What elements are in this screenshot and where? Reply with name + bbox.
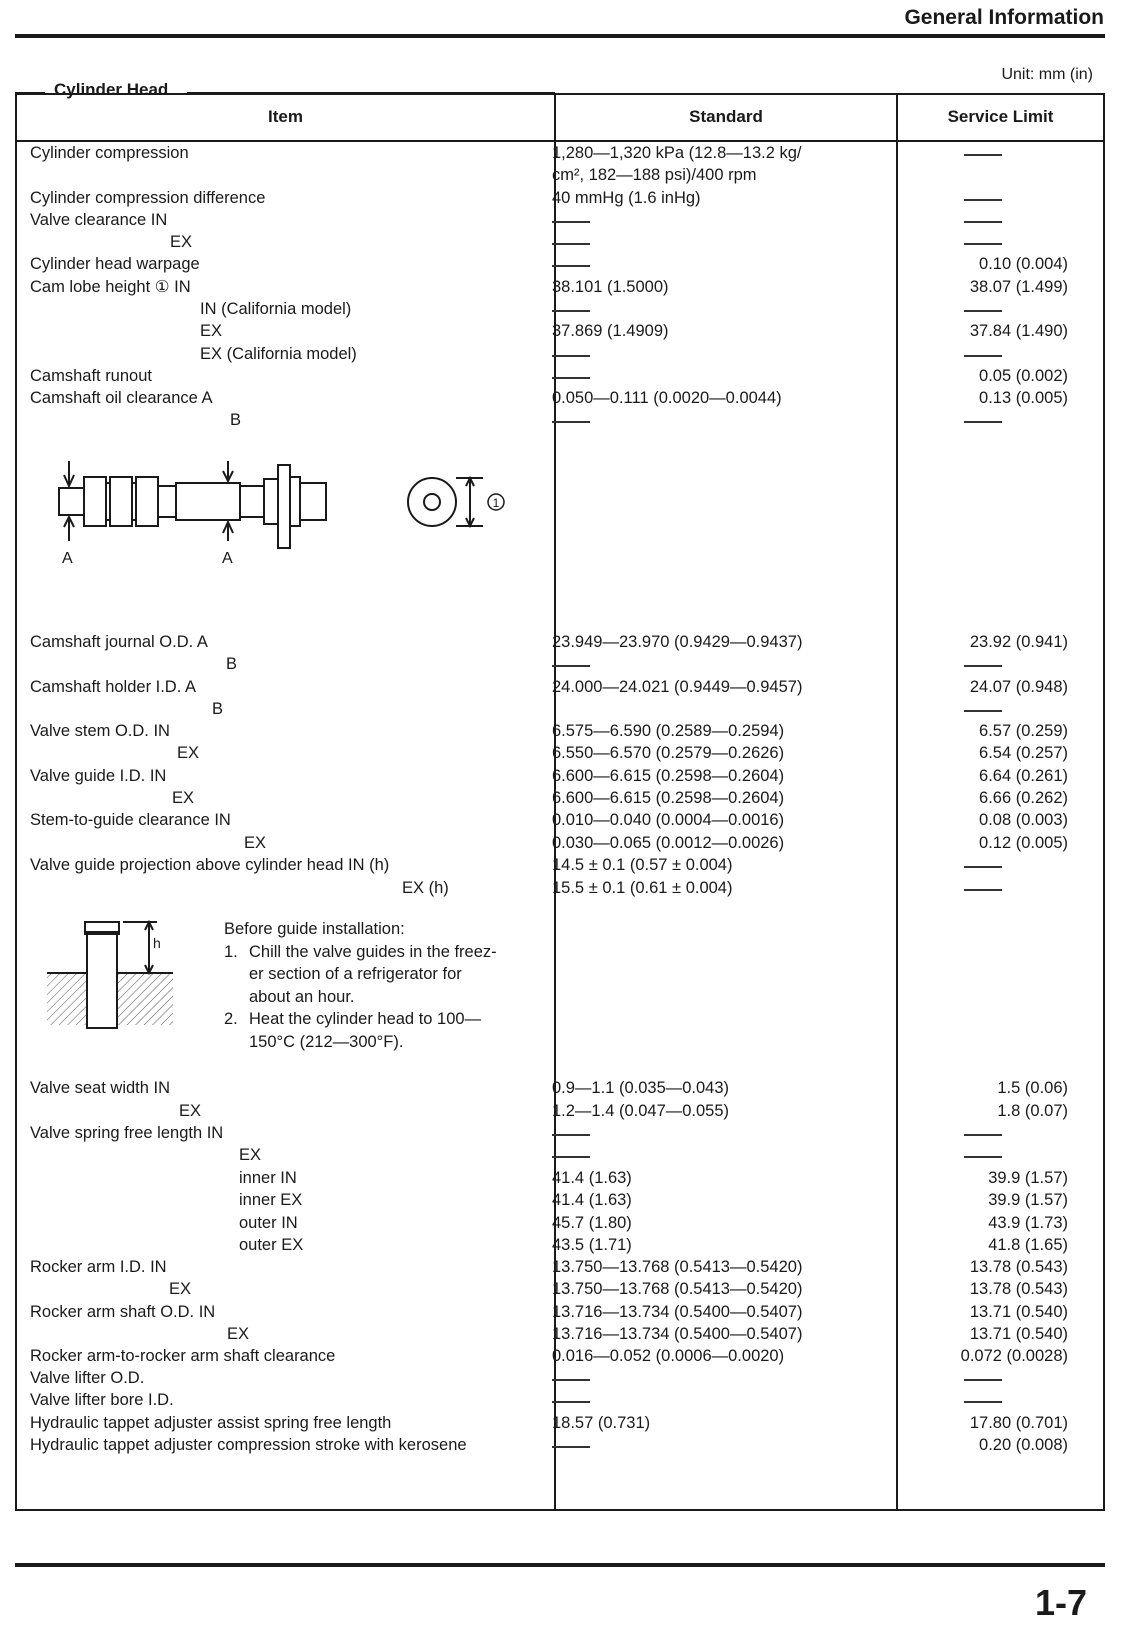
item-label: Valve clearance IN: [30, 211, 168, 229]
note-step-number: 1.: [224, 942, 238, 961]
column-header-item: Item: [268, 107, 303, 126]
label-h: h: [153, 935, 161, 951]
limit-dash: [964, 221, 1002, 223]
standard-value: 14.5 ± 0.1 (0.57 ± 0.004): [552, 856, 733, 874]
note-title: Before guide installation:: [224, 920, 405, 938]
limit-dash: [964, 1134, 1002, 1136]
standard-value: 0.016—0.052 (0.0006—0.0020): [552, 1347, 785, 1365]
item-label: Valve lifter O.D.: [30, 1369, 145, 1387]
item-label: inner IN: [239, 1169, 297, 1187]
item-label: outer EX: [239, 1236, 304, 1254]
limit-dash: [964, 889, 1002, 891]
item-label: Camshaft runout: [30, 367, 152, 385]
item-label: Rocker arm I.D. IN: [30, 1258, 167, 1276]
standard-dash: [552, 1379, 590, 1381]
limit-value: 6.54 (0.257): [979, 744, 1068, 762]
item-label: Valve seat width IN: [30, 1079, 171, 1097]
standard-value: 24.000—24.021 (0.9449—0.9457): [552, 678, 803, 696]
item-label: B: [212, 700, 224, 718]
standard-value: 41.4 (1.63): [552, 1191, 632, 1209]
limit-value: 17.80 (0.701): [969, 1414, 1068, 1432]
column-divider-2: [896, 95, 898, 1509]
note-step-number: 2.: [224, 1010, 238, 1028]
unit-label: Unit: mm (in): [1001, 66, 1093, 83]
note-step-1: [224, 941, 549, 1009]
limit-dash: [964, 665, 1002, 667]
item-label: EX: [200, 322, 223, 340]
standard-value: 38.101 (1.5000): [552, 278, 669, 296]
item-label: Valve guide I.D. IN: [30, 767, 167, 785]
standard-value: 0.050—0.111 (0.0020—0.0044): [552, 389, 782, 407]
standard-value: 6.600—6.615 (0.2598—0.2604): [552, 789, 785, 807]
note-step-line: 150°C (212—300°F).: [249, 1032, 404, 1051]
item-label: Rocker arm shaft O.D. IN: [30, 1303, 216, 1321]
limit-dash: [964, 355, 1002, 357]
standard-value: 41.4 (1.63): [552, 1169, 632, 1187]
label-a-right: A: [222, 550, 233, 567]
standard-value: 13.716—13.734 (0.5400—0.5407): [552, 1303, 803, 1321]
limit-value: 0.05 (0.002): [979, 367, 1068, 385]
item-label: Camshaft oil clearance A: [30, 389, 213, 407]
label-a-left: A: [62, 550, 73, 567]
standard-value: 13.716—13.734 (0.5400—0.5407): [552, 1325, 803, 1343]
spec-table: [15, 93, 1105, 1511]
limit-value: 43.9 (1.73): [988, 1214, 1068, 1232]
limit-dash: [964, 1401, 1002, 1403]
item-label: Cam lobe height ① IN: [30, 278, 191, 296]
standard-value: 6.550—6.570 (0.2579—0.2626): [552, 744, 785, 762]
standard-dash: [552, 243, 590, 245]
item-label: EX: [177, 744, 200, 762]
item-label: Cylinder compression difference: [30, 189, 266, 207]
standard-dash: [552, 421, 590, 423]
note-step-line: about an hour.: [249, 987, 355, 1006]
column-header-standard: Standard: [689, 107, 763, 126]
item-label: EX: [169, 1280, 192, 1298]
standard-dash: [552, 265, 590, 267]
limit-value: 23.92 (0.941): [969, 633, 1068, 651]
item-label: Valve lifter bore I.D.: [30, 1391, 174, 1409]
standard-value: 1,280—1,320 kPa (12.8—13.2 kg/: [552, 144, 802, 162]
standard-value: 40 mmHg (1.6 inHg): [552, 189, 701, 207]
item-label: inner EX: [239, 1191, 303, 1209]
item-label: B: [230, 411, 242, 429]
standard-value: 0.9—1.1 (0.035—0.043): [552, 1079, 730, 1097]
camshaft-drawing: [59, 461, 504, 548]
standard-value: 45.7 (1.80): [552, 1214, 632, 1232]
standard-dash: [552, 1401, 590, 1403]
limit-value: 13.71 (0.540): [969, 1303, 1068, 1321]
item-label: EX (California model): [200, 345, 357, 363]
standard-value: 23.949—23.970 (0.9429—0.9437): [552, 633, 803, 651]
note-step-line: Chill the valve guides in the freez-: [249, 942, 497, 961]
note-step-2: [224, 1008, 549, 1053]
note-step-line: er section of a refrigerator for: [249, 965, 462, 983]
standard-value: 13.750—13.768 (0.5413—0.5420): [552, 1258, 803, 1276]
limit-value: 39.9 (1.57): [988, 1169, 1068, 1187]
head-left-hatch: [47, 973, 87, 1025]
standard-value: 18.57 (0.731): [552, 1414, 651, 1432]
header-title: General Information: [904, 6, 1104, 29]
limit-dash: [964, 154, 1002, 156]
standard-dash: [552, 355, 590, 357]
limit-dash: [964, 421, 1002, 423]
item-label: Valve guide projection above cylinder head IN (h): [30, 856, 390, 874]
item-label: Valve stem O.D. IN: [30, 722, 170, 740]
item-label: Valve spring free length IN: [30, 1124, 224, 1142]
page-number: 1-7: [1034, 1582, 1087, 1623]
standard-value: 15.5 ± 0.1 (0.61 ± 0.004): [552, 879, 733, 897]
limit-dash: [964, 866, 1002, 868]
standard-value: cm², 182—188 psi)/400 rpm: [552, 166, 757, 184]
item-label: Stem-to-guide clearance IN: [30, 811, 231, 829]
limit-dash: [964, 310, 1002, 312]
standard-value: 43.5 (1.71): [552, 1236, 632, 1254]
camshaft-figure: [47, 453, 527, 573]
installation-note: [224, 918, 549, 1053]
standard-dash: [552, 310, 590, 312]
limit-dash: [964, 1379, 1002, 1381]
limit-value: 0.20 (0.008): [979, 1436, 1068, 1454]
item-label: EX: [172, 789, 195, 807]
item-label: B: [226, 655, 238, 673]
standard-dash: [552, 1134, 590, 1136]
item-label: Rocker arm-to-rocker arm shaft clearance: [30, 1347, 336, 1365]
standard-dash: [552, 1156, 590, 1158]
limit-value: 0.12 (0.005): [979, 834, 1068, 852]
item-label: EX: [244, 834, 267, 852]
standard-value: 0.030—0.065 (0.0012—0.0026): [552, 834, 785, 852]
header-divider: [17, 140, 1103, 142]
limit-value: 0.13 (0.005): [979, 389, 1068, 407]
standard-dash: [552, 377, 590, 379]
footer-rule: [15, 1563, 1105, 1567]
limit-dash: [964, 243, 1002, 245]
standard-value: 6.600—6.615 (0.2598—0.2604): [552, 767, 785, 785]
standard-value: 13.750—13.768 (0.5413—0.5420): [552, 1280, 803, 1298]
item-label: Camshaft holder I.D. A: [30, 678, 196, 696]
limit-value: 41.8 (1.65): [988, 1236, 1068, 1254]
item-label: EX: [179, 1102, 202, 1120]
item-label: EX: [239, 1146, 262, 1164]
standard-value: 6.575—6.590 (0.2589—0.2594): [552, 722, 785, 740]
valve-guide-figure: [45, 920, 195, 1030]
limit-value: 1.8 (0.07): [997, 1102, 1068, 1120]
item-label: Hydraulic tappet adjuster assist spring free length: [30, 1414, 392, 1432]
head-right-hatch: [117, 973, 173, 1025]
limit-value: 37.84 (1.490): [969, 322, 1068, 340]
limit-value: 6.66 (0.262): [979, 789, 1068, 807]
standard-value: 37.869 (1.4909): [552, 322, 669, 340]
limit-dash: [964, 199, 1002, 201]
standard-value: 1.2—1.4 (0.047—0.055): [552, 1102, 730, 1120]
limit-value: 39.9 (1.57): [988, 1191, 1068, 1209]
limit-value: 1.5 (0.06): [997, 1079, 1068, 1097]
limit-dash: [964, 710, 1002, 712]
section-title: Cylinder Head: [50, 80, 172, 100]
item-label: Cylinder compression: [30, 144, 189, 162]
limit-value: 6.64 (0.261): [979, 767, 1068, 785]
standard-dash: [552, 665, 590, 667]
standard-value: 0.010—0.040 (0.0004—0.0016): [552, 811, 785, 829]
standard-dash: [552, 1446, 590, 1448]
limit-value: 38.07 (1.499): [969, 278, 1068, 296]
item-label: EX: [227, 1325, 250, 1343]
item-label: outer IN: [239, 1214, 298, 1232]
limit-value: 24.07 (0.948): [969, 678, 1068, 696]
limit-value: 13.78 (0.543): [969, 1280, 1068, 1298]
item-label: EX: [170, 233, 193, 251]
item-label: IN (California model): [200, 300, 352, 318]
item-label: Hydraulic tappet adjuster compression stroke with kerosene: [30, 1436, 467, 1454]
limit-dash: [964, 1156, 1002, 1158]
limit-value: 0.08 (0.003): [979, 811, 1068, 829]
limit-value: 0.072 (0.0028): [960, 1347, 1068, 1365]
column-header-limit: Service Limit: [947, 107, 1054, 126]
header-rule: [15, 34, 1105, 38]
limit-value: 13.78 (0.543): [969, 1258, 1068, 1276]
standard-dash: [552, 221, 590, 223]
item-label: Cylinder head warpage: [30, 255, 200, 273]
limit-value: 6.57 (0.259): [979, 722, 1068, 740]
limit-value: 0.10 (0.004): [979, 255, 1068, 273]
item-label: EX (h): [402, 879, 449, 897]
item-label: Camshaft journal O.D. A: [30, 633, 208, 651]
note-step-line: Heat the cylinder head to 100—: [249, 1010, 482, 1028]
limit-value: 13.71 (0.540): [969, 1325, 1068, 1343]
label-one: 1: [492, 496, 500, 510]
